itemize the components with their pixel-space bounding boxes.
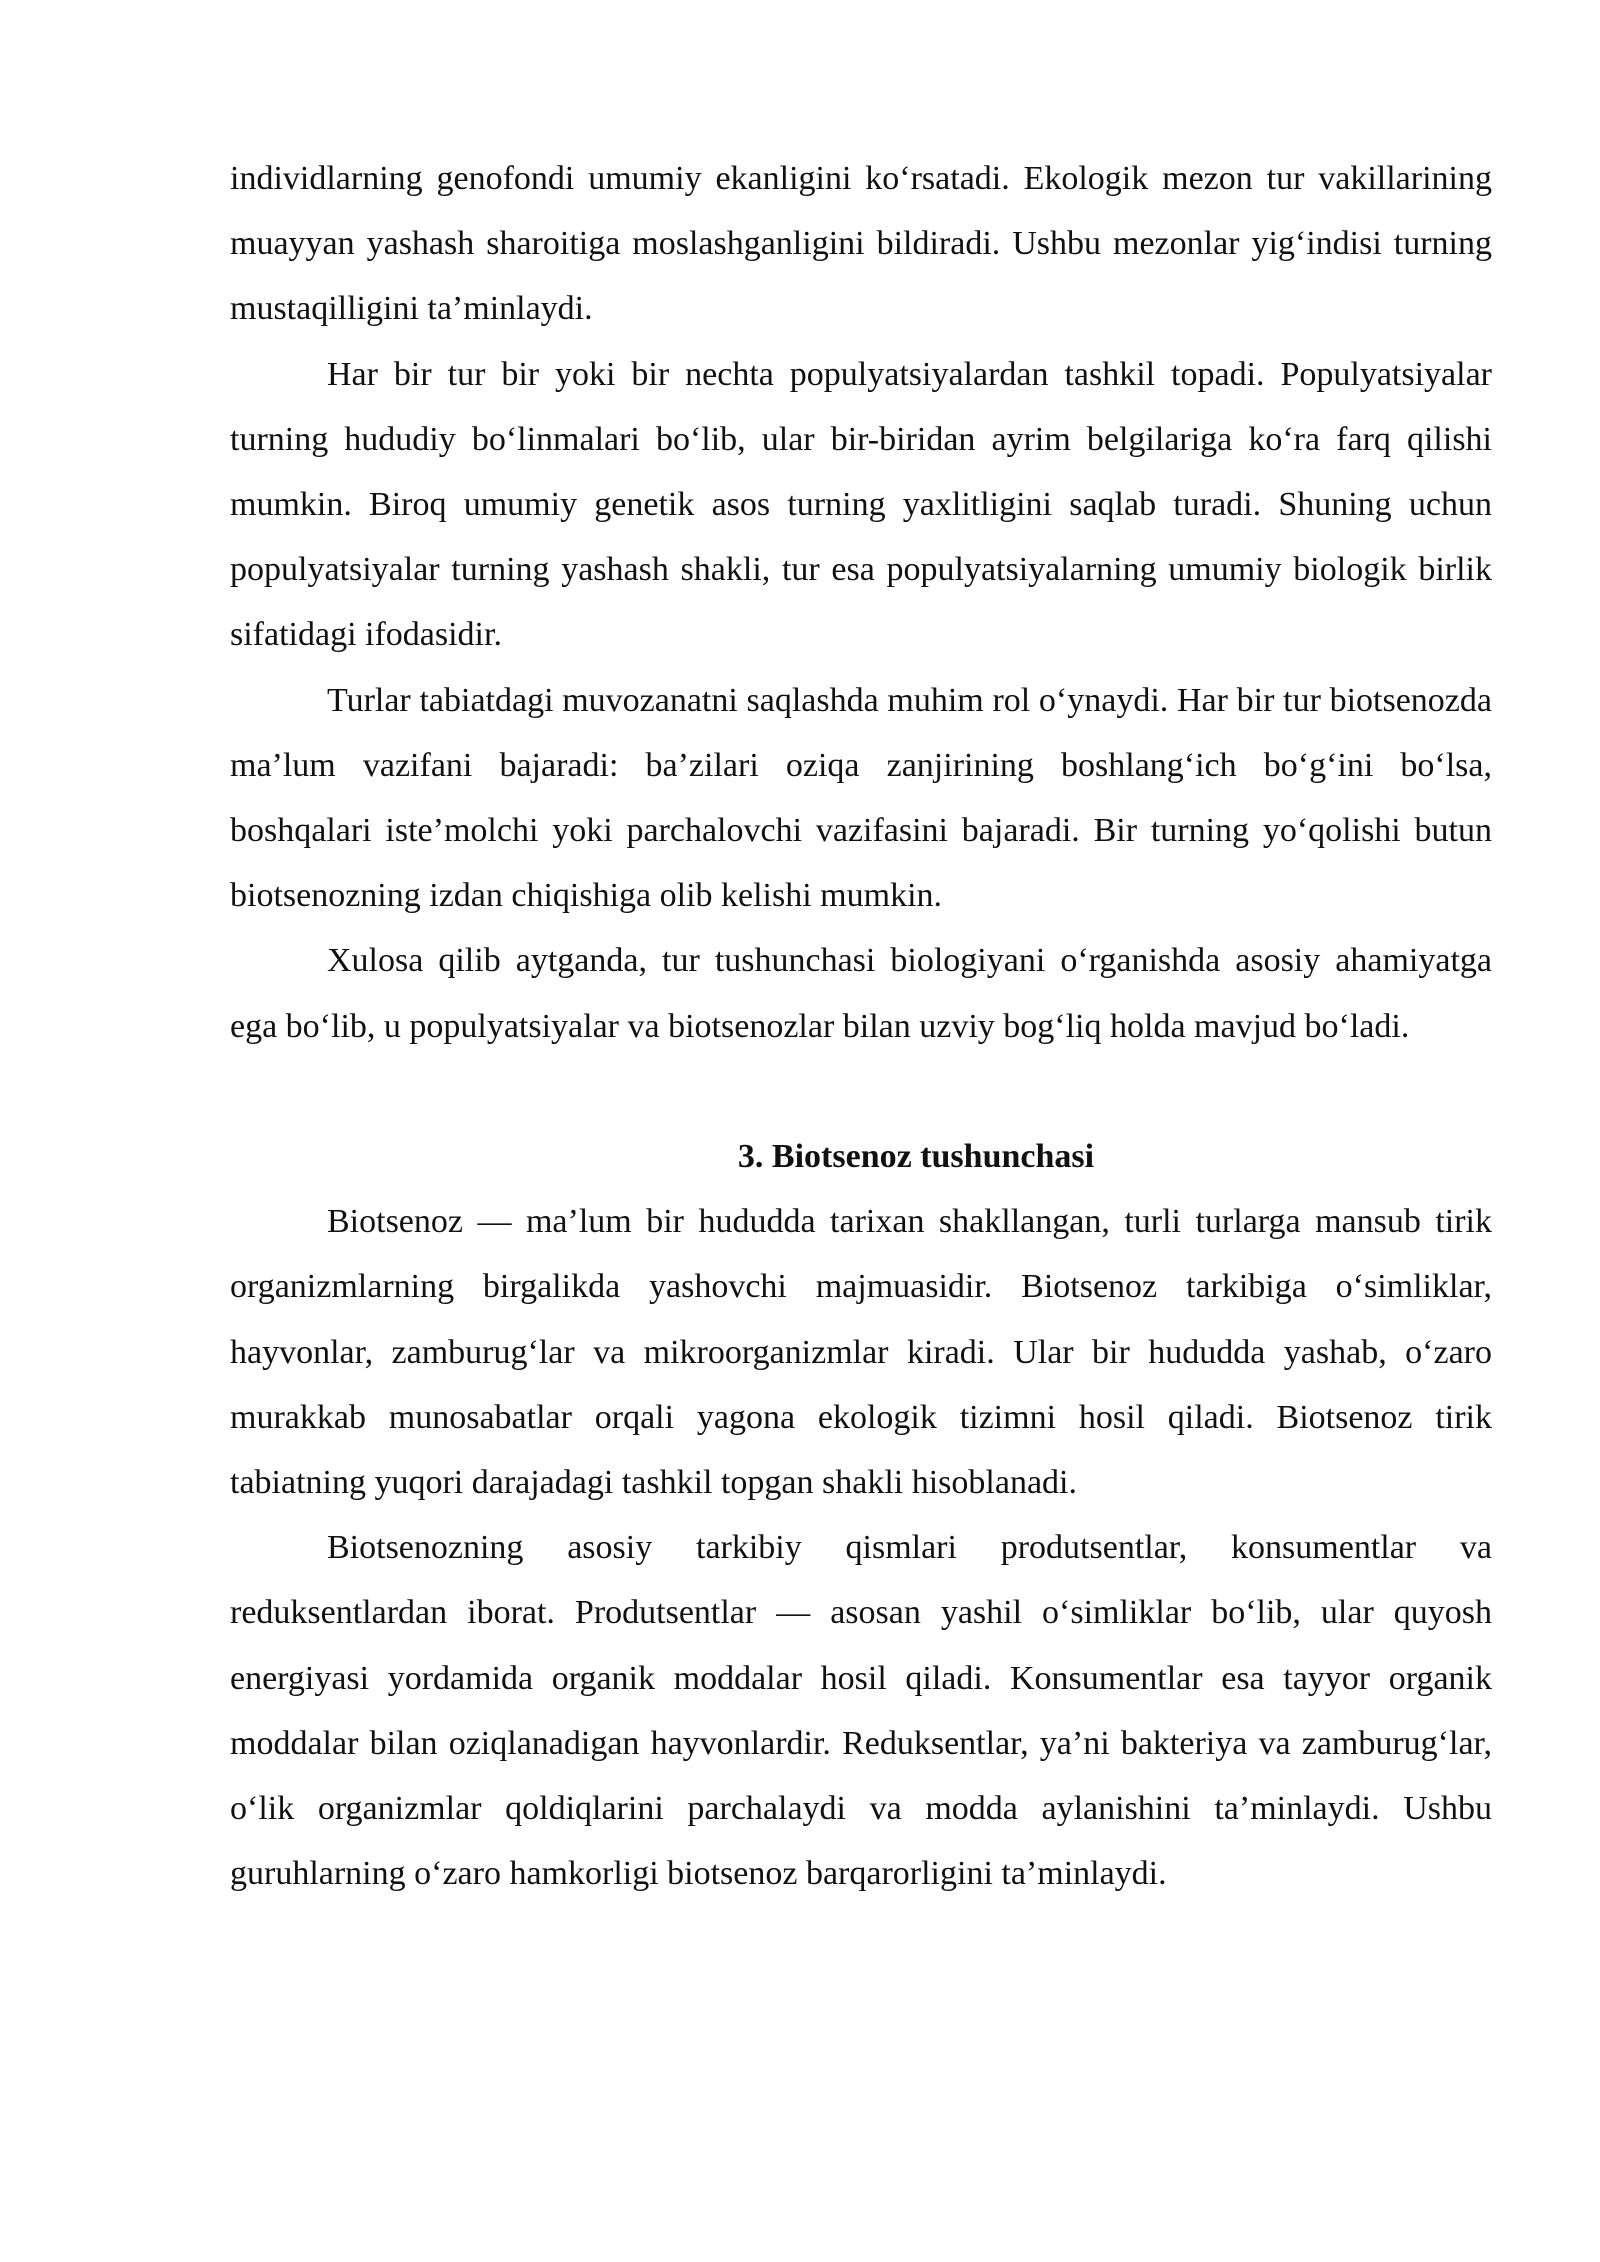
- paragraph-conclusion: Xulosa qilib aytganda, tur tushunchasi biologiyani o‘rganishda asosiy ahamiyatga ega bo‘lib, u populyatsiyalar va biotsenozlar bilan uzviy bog‘liq holda mavjud bo‘ladi.: [230, 942, 1492, 1045]
- paragraph-species-balance: Turlar tabiatdagi muvozanatni saqlashda muhim rol o‘ynaydi. Har bir tur biotsenozda ma’lum vazifani bajaradi: ba’zilari oziqa zanjirining boshlang‘ich bo‘g‘ini bo‘lsa, boshqalari iste’molchi yoki parchalovchi vazifasini bajaradi. Bir turning yo‘qolishi butun biotsenozning izdan chiqishiga olib kelishi mumkin.: [230, 681, 1492, 915]
- section-heading: 3. Biotsenoz tushunchasi: [737, 1138, 1095, 1176]
- paragraph-genofond-continuation: individlarning genofondi umumiy ekanligini ko‘rsatadi. Ekologik mezon tur vakillarining muayyan yashash sharoitiga moslashganligini bildiradi. Ushbu mezonlar yig‘indisi turning mustaqilligini ta’minlaydi.: [230, 160, 1492, 328]
- paragraph-biocenosis-components: Biotsenozning asosiy tarkibiy qismlari produtsentlar, konsumentlar va reduksentlardan iborat. Produtsentlar — asosan yashil o‘simliklar bo‘lib, ular quyosh energiyasi yordamida organik moddalar hosil qiladi. Konsumentlar esa tayyor organik moddalar bilan oziqlanadigan hayvonlardir. Reduksentlar, ya’ni bakteriya va zamburug‘lar, o‘lik organizmlar qoldiqlarini parchalaydi va modda aylanishini ta’minlaydi. Ushbu guruhlarning o‘zaro hamkorligi biotsenoz barqarorligini ta’minlaydi.: [230, 1529, 1492, 1893]
- document-body: [230, 146, 1492, 1906]
- paragraph-biocenosis-definition: Biotsenoz — ma’lum bir hududda tarixan shakllangan, turli turlarga mansub tirik organizmlarning birgalikda yashovchi majmuasidir. Biotsenoz tarkibiga o‘simliklar, hayvonlar, zamburug‘lar va mikroorganizmlar kiradi. Ular bir hududda yashab, o‘zaro murakkab munosabatlar orqali yagona ekologik tizimni hosil qiladi. Biotsenoz tirik tabiatning yuqori darajadagi tashkil topgan shakli hisoblanadi.: [230, 1203, 1492, 1502]
- paragraph-populations: Har bir tur bir yoki bir nechta populyatsiyalardan tashkil topadi. Populyatsiyalar turning hududiy bo‘linmalari bo‘lib, ular bir-biridan ayrim belgilariga ko‘ra farq qilishi mumkin. Biroq umumiy genetik asos turning yaxlitligini saqlab turadi. Shuning uchun populyatsiyalar turning yashash shakli, tur esa populyatsiyalarning umumiy biologik birlik sifatidagi ifodasidir.: [230, 355, 1492, 654]
